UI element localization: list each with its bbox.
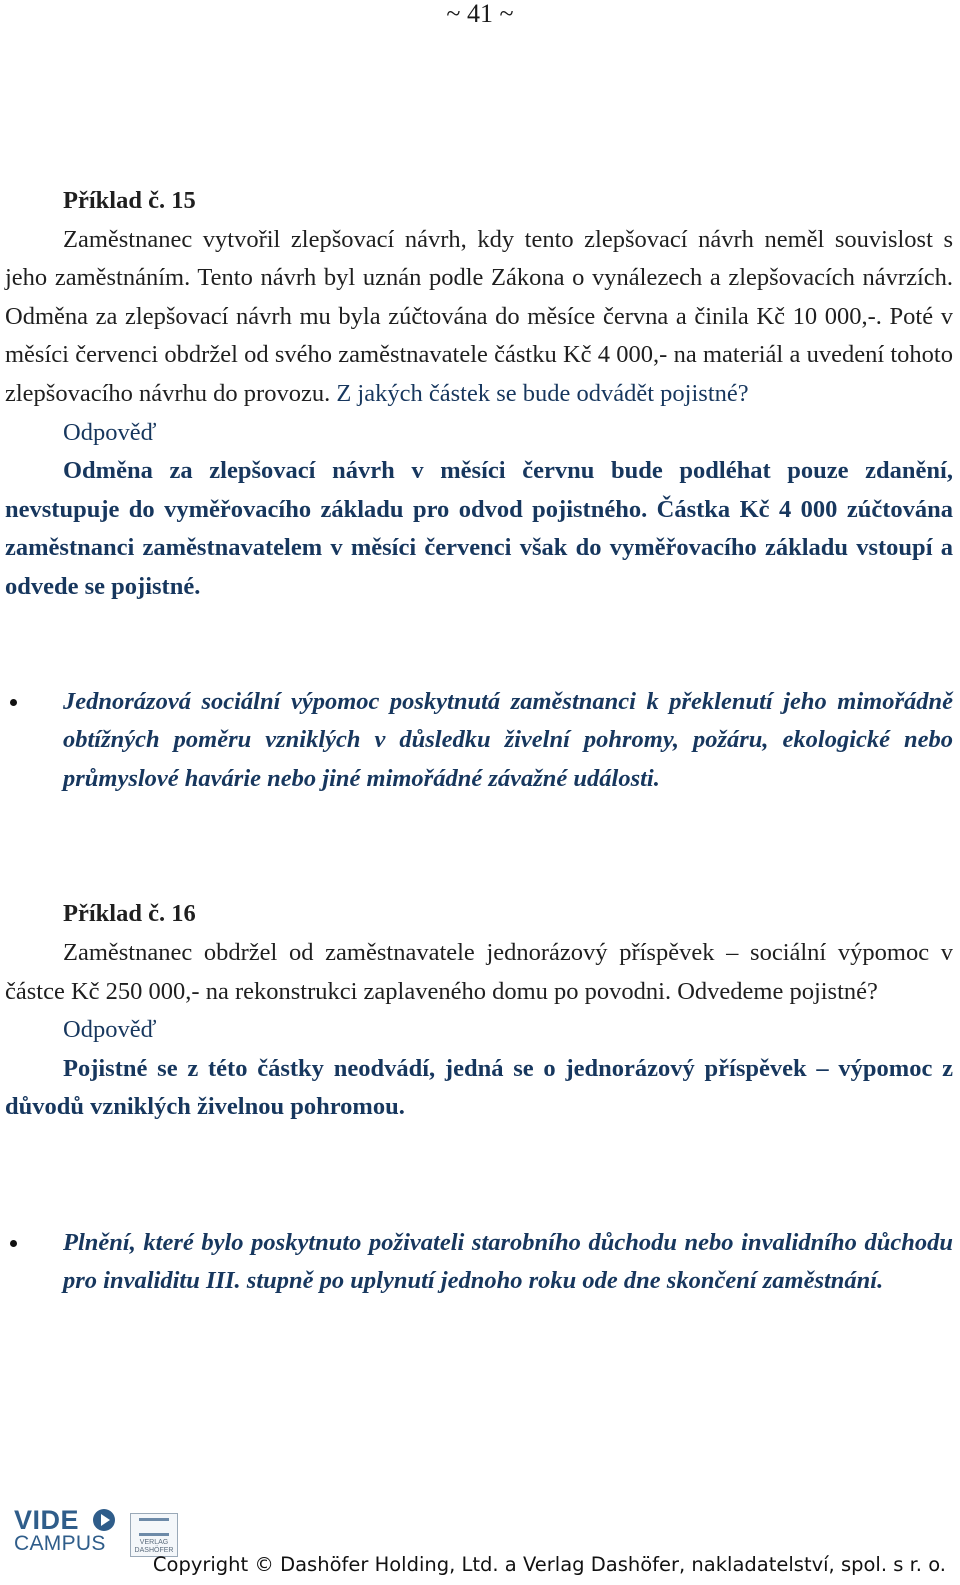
video-campus-logo-text: VIDE	[14, 1505, 80, 1535]
example-15-title: Příklad č. 15	[63, 187, 196, 214]
verlag-mark-icon	[139, 1518, 169, 1536]
copyright-notice: Copyright © Dashöfer Holding, Ltd. a Verlag Dashöfer, nakladatelství, spol. s r. o.	[152, 1553, 946, 1576]
campus-logo-text: CAMPUS	[14, 1532, 106, 1555]
bullet-item-1-text: Jednorázová sociální výpomoc poskytnutá zaměstnanci k překlenutí jeho mimořádně obtížných poměru vzniklých v důsledku živelní pohromy, požáru, ekologické nebo průmyslové havárie nebo jiné mimořádné závažné události.	[63, 687, 953, 792]
example-16-answer-label: Odpověď	[63, 1016, 157, 1044]
example-16-title: Příklad č. 16	[63, 900, 196, 928]
example-15-answer: Odměna za zlepšovací návrh v měsíci červnu bude podléhat pouze zdanění, nevstupuje do vyměřovacího základu pro odvod pojistného. Částka Kč 4 000 zúčtována zaměstnanci zaměstnavatelem v měsíci červenci však do vyměřovacího základu vstoupí a odvede se pojistné.	[5, 457, 953, 600]
example-15-question-text: Zaměstnanec vytvořil zlepšovací návrh, kdy tento zlepšovací návrh neměl souvislost s jeho zaměstnáním. Tento návrh byl uznán podle Zákona o vynálezech a zlepšovacích návrzích. Odměna za zlepšovací návrh mu byla zúčtována do měsíce června a činila Kč 10 000,-. Poté v měsíci červenci obdržel od svého zaměstnavatele částku Kč 4 000,- na materiál a uvedení tohoto zlepšovacího návrhu do provozu.	[5, 225, 953, 407]
bullet-icon	[10, 699, 17, 706]
bullet-item-1	[5, 683, 953, 799]
example-16-question: Zaměstnanec obdržel od zaměstnavatele jednorázový příspěvek – sociální výpomoc v částce Kč 250 000,- na rekonstrukci zaplaveného domu po povodni. Odvedeme pojistné?	[5, 938, 953, 1005]
example-15-question-highlight: Z jakých částek se bude odvádět pojistné?	[336, 379, 749, 407]
page-footer	[0, 1505, 960, 1585]
bullet-item-2-text: Plnění, které bylo poskytnuto poživateli starobního důchodu nebo invalidního důchodu pro invaliditu III. stupně po uplynutí jednoho roku ode dne skončení zaměstnání.	[63, 1228, 953, 1295]
example-15-question	[5, 221, 953, 414]
example-15-answer-label: Odpověď	[63, 418, 157, 446]
verlag-logo-text: VERLAG DASHÖFER	[134, 1539, 174, 1554]
bullet-item-2	[5, 1224, 953, 1301]
bullet-icon	[10, 1240, 17, 1247]
page-content	[5, 182, 953, 1301]
play-icon	[93, 1509, 115, 1531]
page-number: ~ 41 ~	[446, 0, 514, 28]
example-16-answer: Pojistné se z této částky neodvádí, jedná se o jednorázový příspěvek – výpomoc z důvodů vzniklých živelnou pohromou.	[5, 1054, 953, 1121]
